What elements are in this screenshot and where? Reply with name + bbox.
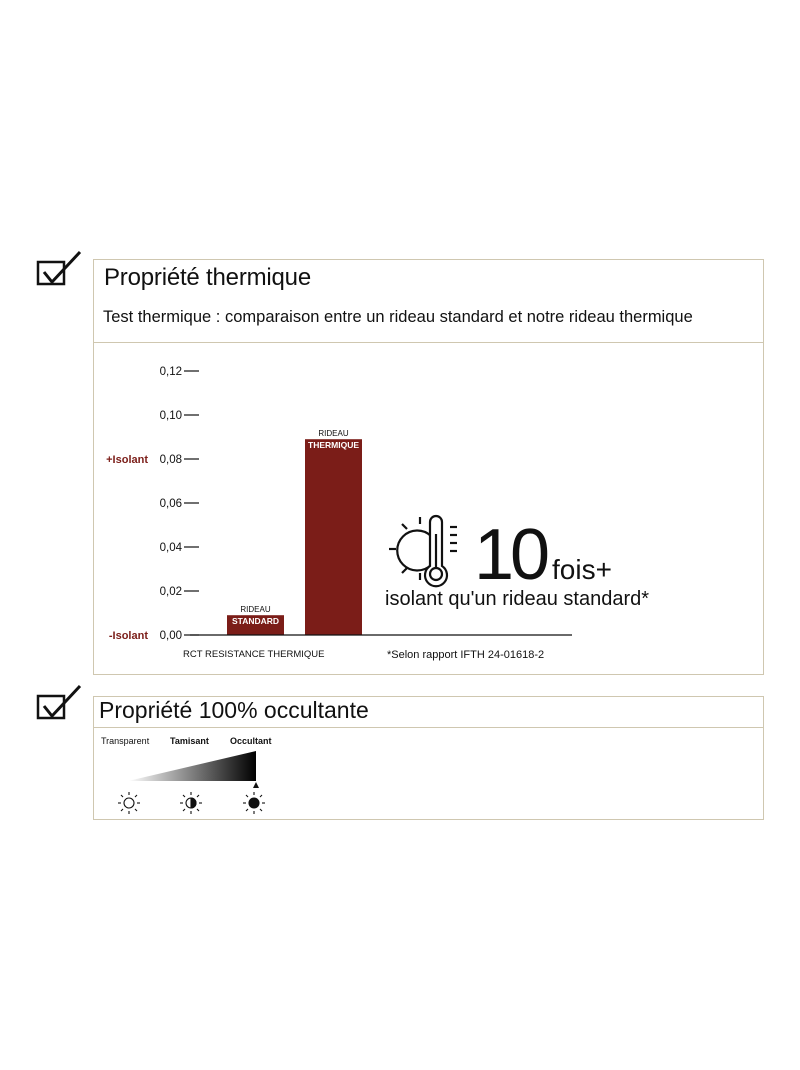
opacity-gradient-wedge: [128, 751, 256, 781]
opacity-scale: [94, 697, 294, 821]
bar-inner-label: STANDARD: [231, 616, 280, 627]
x-axis-label: RCT RESISTANCE THERMIQUE: [183, 649, 325, 660]
bar-top-label: RIDEAU: [240, 605, 271, 615]
y-tick-label: 0,10: [159, 410, 182, 422]
level-label-tamisant: Tamisant: [170, 736, 209, 746]
y-tick-label: 0,02: [159, 586, 182, 598]
bar-inner-label: THERMIQUE: [308, 440, 359, 451]
y-tick-label: 0,12: [159, 366, 182, 378]
callout-big-number: 10: [474, 515, 547, 595]
level-label-transparent: Transparent: [101, 736, 150, 746]
sun-outline-icon: [118, 792, 140, 814]
section-title: Propriété thermique: [104, 264, 311, 291]
bars: [227, 429, 362, 635]
y-tick-label: 0,08: [159, 454, 182, 466]
bar: [305, 439, 362, 635]
sun-filled-icon: [243, 792, 265, 814]
y-tick-label: 0,04: [159, 542, 182, 554]
footnote: *Selon rapport IFTH 24-01618-2: [387, 649, 545, 661]
callout-text: isolant qu'un rideau standard*: [385, 588, 650, 610]
section-subtitle: Test thermique : comparaison entre un rideau standard et notre rideau thermique: [103, 308, 693, 326]
level-label-occultant: Occultant: [230, 736, 272, 746]
sun-thermometer-icon: [389, 516, 457, 586]
section-title: Propriété 100% occultante: [99, 697, 369, 723]
y-annotation: -Isolant: [108, 630, 148, 642]
y-tick-label: 0,06: [159, 498, 182, 510]
selection-marker-icon: [253, 782, 259, 788]
callout-suffix: fois+: [552, 554, 612, 585]
bar-top-label: RIDEAU: [318, 429, 349, 439]
checkbox-check-icon: [36, 684, 86, 724]
sun-half-icon: [180, 792, 202, 814]
y-annotation: +Isolant: [106, 454, 148, 466]
y-tick-label: 0,00: [159, 630, 182, 642]
y-axis: [106, 366, 199, 642]
checkbox-check-icon: [36, 250, 86, 290]
thermal-property-panel: [93, 259, 764, 675]
thermal-bar-chart: [94, 260, 764, 674]
blackout-property-panel: [93, 696, 764, 820]
